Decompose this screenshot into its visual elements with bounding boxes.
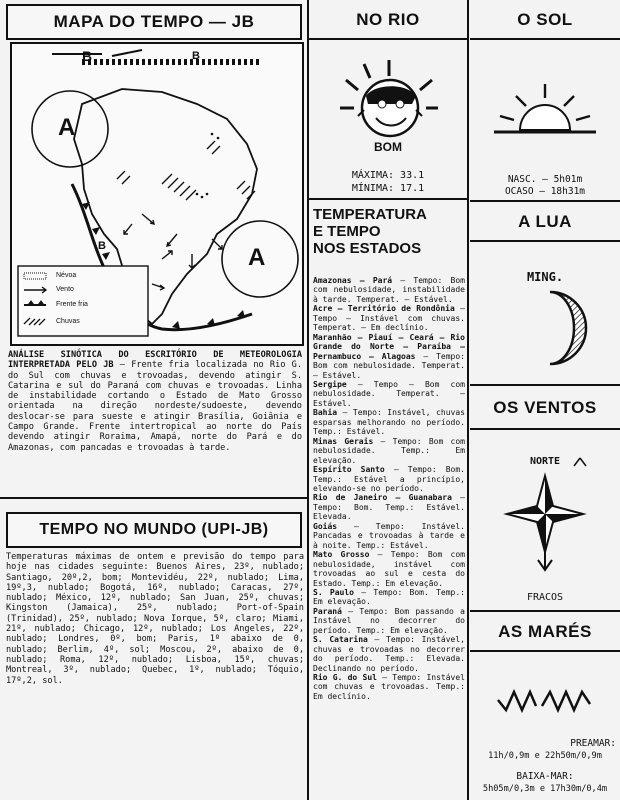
rio-max-label: MÁXIMA: bbox=[351, 170, 395, 181]
estado-place: Goiás bbox=[313, 521, 338, 531]
legend-vento: Vento bbox=[56, 286, 74, 293]
mares-title: AS MARÉS bbox=[498, 622, 592, 641]
mundo-title: TEMPO NO MUNDO (UPI-JB) bbox=[6, 512, 302, 548]
estados-title-line-2: E TEMPO bbox=[313, 223, 381, 240]
estado-forecast: — Tempo: Bom. Temp.: Estável. Elevada. bbox=[313, 493, 465, 522]
divider-lua bbox=[470, 240, 620, 242]
estado-place: Acre — Território de Rondônia bbox=[313, 304, 455, 314]
legend-frente-fria: Frente fria bbox=[56, 301, 88, 308]
lua-title: A LUA bbox=[518, 212, 572, 231]
ventos-direction: NORTE bbox=[529, 456, 561, 467]
estado-place: Minas Gerais bbox=[313, 436, 374, 446]
ventos-title: OS VENTOS bbox=[493, 398, 597, 417]
legend-nevoa: Névoa bbox=[56, 272, 77, 279]
column-middle bbox=[309, 0, 467, 800]
legend-chuvas: Chuvas bbox=[56, 318, 80, 325]
map-label-b2: B bbox=[98, 240, 106, 252]
estado-place: S. Catarina bbox=[313, 635, 368, 645]
estado-forecast: — Tempo: Instável. Pancadas e trovoadas à tarde e à noite. Temp.: Estável. bbox=[313, 521, 465, 550]
estado-forecast: — Tempo: Bom com nebulosidade. Temperat. — Estável. bbox=[313, 351, 465, 380]
estado-place: Paraná bbox=[313, 606, 342, 616]
divider-estados bbox=[309, 198, 469, 200]
estado-entry bbox=[313, 465, 465, 493]
estado-forecast: — Tempo: Bom. Temp.: Em elevação. bbox=[313, 587, 465, 607]
estado-forecast: — Tempo — Bom com nebulosidade. Temperat. — Estável. bbox=[313, 379, 465, 408]
estado-entry bbox=[313, 437, 465, 465]
weather-map-graphic bbox=[12, 44, 302, 344]
estado-place: Rio de Janeiro — Guanabara bbox=[313, 493, 452, 503]
column-right bbox=[470, 0, 620, 800]
estados-title bbox=[313, 206, 467, 257]
estado-place: Rio G. do Sul bbox=[313, 673, 377, 683]
estado-entry bbox=[313, 673, 465, 701]
estado-forecast: — Tempo: Bom com nebulosidade. Temp.: Em elevação. bbox=[313, 436, 465, 465]
divider-rio bbox=[309, 38, 469, 40]
divider-lua-top bbox=[470, 200, 620, 202]
estado-forecast: — Tempo — Instável com chuvas. Temperat. — Em declínio. bbox=[313, 304, 465, 333]
estado-entry bbox=[313, 522, 465, 550]
estado-place: Sergipe bbox=[313, 379, 347, 389]
sunrise-icon bbox=[490, 76, 600, 146]
tide-wave-icon bbox=[496, 686, 596, 716]
estado-place: Bahia bbox=[313, 408, 338, 418]
weather-map bbox=[10, 42, 304, 346]
waning-moon-icon bbox=[510, 288, 590, 368]
estado-entry bbox=[313, 408, 465, 436]
mapa-caption-title: ANÁLISE SINÓTICA DO ESCRITÓRIO DE METEOROLOGIA INTERPRETADA PELO JB bbox=[8, 350, 302, 371]
estados-list bbox=[313, 276, 465, 701]
divider-mares bbox=[470, 650, 620, 652]
estado-place: Amazonas — Pará bbox=[313, 276, 393, 285]
divider-ventos-top bbox=[470, 384, 620, 386]
mares-preamar-label: PREAMAR: bbox=[570, 738, 616, 749]
estado-entry bbox=[313, 380, 465, 408]
estado-place: S. Paulo bbox=[313, 587, 354, 597]
estados-title-line-1: TEMPERATURA bbox=[313, 206, 427, 223]
column-left bbox=[0, 0, 308, 800]
estado-entry bbox=[313, 550, 465, 588]
estado-entry bbox=[313, 276, 465, 304]
sol-ocaso: OCASO — 18h31m bbox=[504, 186, 586, 197]
mapa-caption bbox=[8, 350, 302, 453]
estados-title-line-3: NOS ESTADOS bbox=[313, 240, 422, 257]
estado-entry bbox=[313, 333, 465, 380]
compass-rose-icon bbox=[490, 454, 600, 574]
mapa-title: MAPA DO TEMPO — JB bbox=[6, 4, 302, 40]
sol-title: O SOL bbox=[517, 10, 573, 29]
mares-preamar-values: 11h/0,9m e 22h50m/0,9m bbox=[488, 751, 602, 761]
lua-phase: MING. bbox=[526, 270, 564, 284]
estado-forecast: — Tempo: Instável, chuvas e trovoadas no decorrer do período. Temp.: Elevada. Declinando no período. bbox=[313, 635, 465, 673]
column-divider-2 bbox=[467, 0, 469, 800]
mares-baixamar-label: BAIXA-MAR: bbox=[516, 771, 574, 782]
rio-min bbox=[309, 183, 467, 195]
rio-min-label: MÍNIMA: bbox=[351, 183, 395, 194]
mundo-text: Temperaturas máximas de ontem e previsão do tempo para hoje nas cidades seguinte: Buenos Aires, 23º, nublado; Santiago, 20º,2, bom; Montevidéu, 22º, nublado; Lima, 19º,3, nublado; Bogotá, 16º, nublado; Caracas, 27º, nublado; México, 12º, nublado; San Juan, 25º, chuvas; Kingston (Jamaica), 25º, nublado; Port-of-Spain (Trinidad), 25º, nublado; Nova Iorque, 5º, claro; Miami, 21º, nublado; Chicago, 12º, nublado; Los Angeles, 22º, nublado; Londres, 0º, bom; Paris, 1º abaixo de 0, nublado; Berlim, 4º, sol; Moscou, 2º, abaixo de 0, nublado; Roma, 12º, nublado; Lisboa, 15º, chuvas; Montreal, 3º, nublado; Quebec, 1º, nublado; Tóquio, 17º,2, sol. bbox=[6, 552, 304, 686]
estado-forecast: — Tempo: Bom com nebulosidade, instabilidade à tarde. Temperat. — Estável. bbox=[313, 276, 465, 304]
rio-min-value: 17.1 bbox=[400, 183, 425, 194]
estado-place: Mato Grosso bbox=[313, 550, 370, 560]
ventos-strength: FRACOS bbox=[526, 592, 564, 603]
estado-forecast: — Tempo: Bom. Temp.: Estável a princípio, elevando-se no período. bbox=[313, 465, 465, 493]
divider-mares-top bbox=[470, 610, 620, 612]
mapa-caption-text: — Frente fria localizada no Rio G. do Sul com chuvas e trovoadas, devendo atingir S. Catarina e sul do Paraná com chuvas e trovoadas. Linha de instabilidade cortando o Estado de Mato Grosso orientada na direção nordeste/sudoeste, devendo deslocar-se para sueste e atingir Brasília, Goiânia e Campo Grande. Frente intertropical ao norte do País devendo atingir Roraima, Amapá, norte do Pará e do Amazonas, com pancadas e trovoadas à tarde. bbox=[8, 360, 302, 453]
estado-entry bbox=[313, 588, 465, 607]
divider-sol bbox=[470, 38, 620, 40]
sol-nasc: NASC. — 5h01m bbox=[507, 174, 583, 185]
estado-forecast: — Tempo: Instável, chuvas esparsas melhorando no período. Temp.: Estável. bbox=[313, 408, 465, 437]
map-label-b: B bbox=[82, 48, 93, 64]
mares-baixamar-values: 5h05m/0,3m e 17h30m/0,4m bbox=[482, 784, 608, 794]
rio-title: NO RIO bbox=[356, 10, 420, 29]
divider-ventos bbox=[470, 428, 620, 430]
rio-max-value: 33.1 bbox=[400, 170, 425, 181]
map-label-a1: A bbox=[58, 114, 76, 141]
estado-entry bbox=[313, 607, 465, 635]
estado-forecast: — Tempo: Bom com nebulosidade, instável com trovoadas ao sul e cesta do Estado. Temp.: Em elevação. bbox=[313, 550, 465, 588]
estado-entry bbox=[313, 635, 465, 673]
estado-place: Espírito Santo bbox=[313, 465, 385, 475]
estado-place: Maranhão — Piauí — Ceará — Rio Grande do Norte — Paraíba — Pernambuco — Alagoas bbox=[313, 332, 465, 361]
rio-condition: BOM bbox=[374, 140, 402, 154]
estado-forecast: — Tempo: Instável com chuvas e trovoadas. Temp.: Em declínio. bbox=[313, 673, 465, 701]
sun-cartoon-icon bbox=[334, 46, 444, 146]
rio-max bbox=[309, 170, 467, 182]
map-label-a2: A bbox=[248, 244, 266, 271]
estado-forecast: — Tempo: Bom passando a Instável no decorrer do período. Temp.: Em elevação. bbox=[313, 606, 465, 635]
map-label-b3: B bbox=[192, 50, 200, 62]
estado-entry bbox=[313, 493, 465, 521]
estado-entry bbox=[313, 304, 465, 332]
divider-mapa-mundo bbox=[0, 497, 308, 499]
